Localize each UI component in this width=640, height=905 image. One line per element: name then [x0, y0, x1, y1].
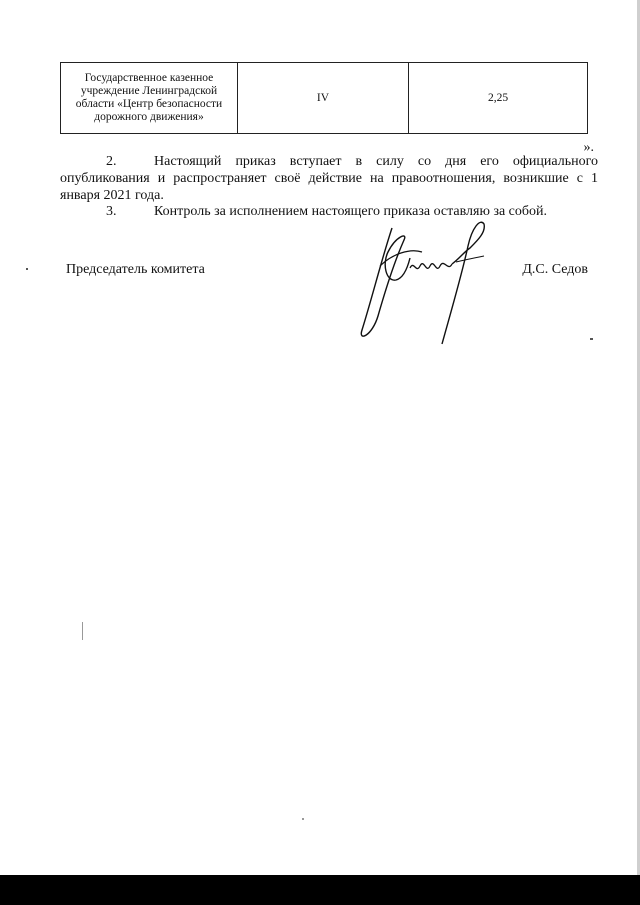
category-cell: IV	[238, 63, 409, 134]
table-row	[61, 63, 588, 134]
coefficient-cell: 2,25	[409, 63, 588, 134]
signer-name: Д.С. Седов	[522, 262, 588, 277]
handwritten-signature-icon	[352, 218, 502, 346]
scan-border	[0, 875, 640, 905]
paragraph-text: Настоящий приказ вступает в силу со дня его официального опубликования и распространяет своё действие на правоотношения, возникшие с 1 января 2021 года.	[60, 154, 598, 203]
paragraph-2	[60, 153, 598, 204]
allowance-table	[60, 62, 588, 134]
paragraph-number: 3.	[106, 204, 117, 219]
paragraph-number: 2.	[106, 154, 117, 169]
signer-title: Председатель комитета	[66, 262, 205, 277]
scan-speck	[82, 622, 83, 640]
organization-cell: Государственное казенное учреждение Ленинградской области «Центр безопасности дорожного движения»	[61, 63, 238, 134]
scan-speck	[302, 818, 304, 820]
scan-speck	[590, 338, 593, 340]
paragraph-text: Контроль за исполнением настоящего приказа оставляю за собой.	[154, 204, 548, 219]
closing-quote: ».	[583, 140, 594, 155]
scan-speck	[26, 268, 28, 270]
paragraph-3	[60, 203, 598, 220]
